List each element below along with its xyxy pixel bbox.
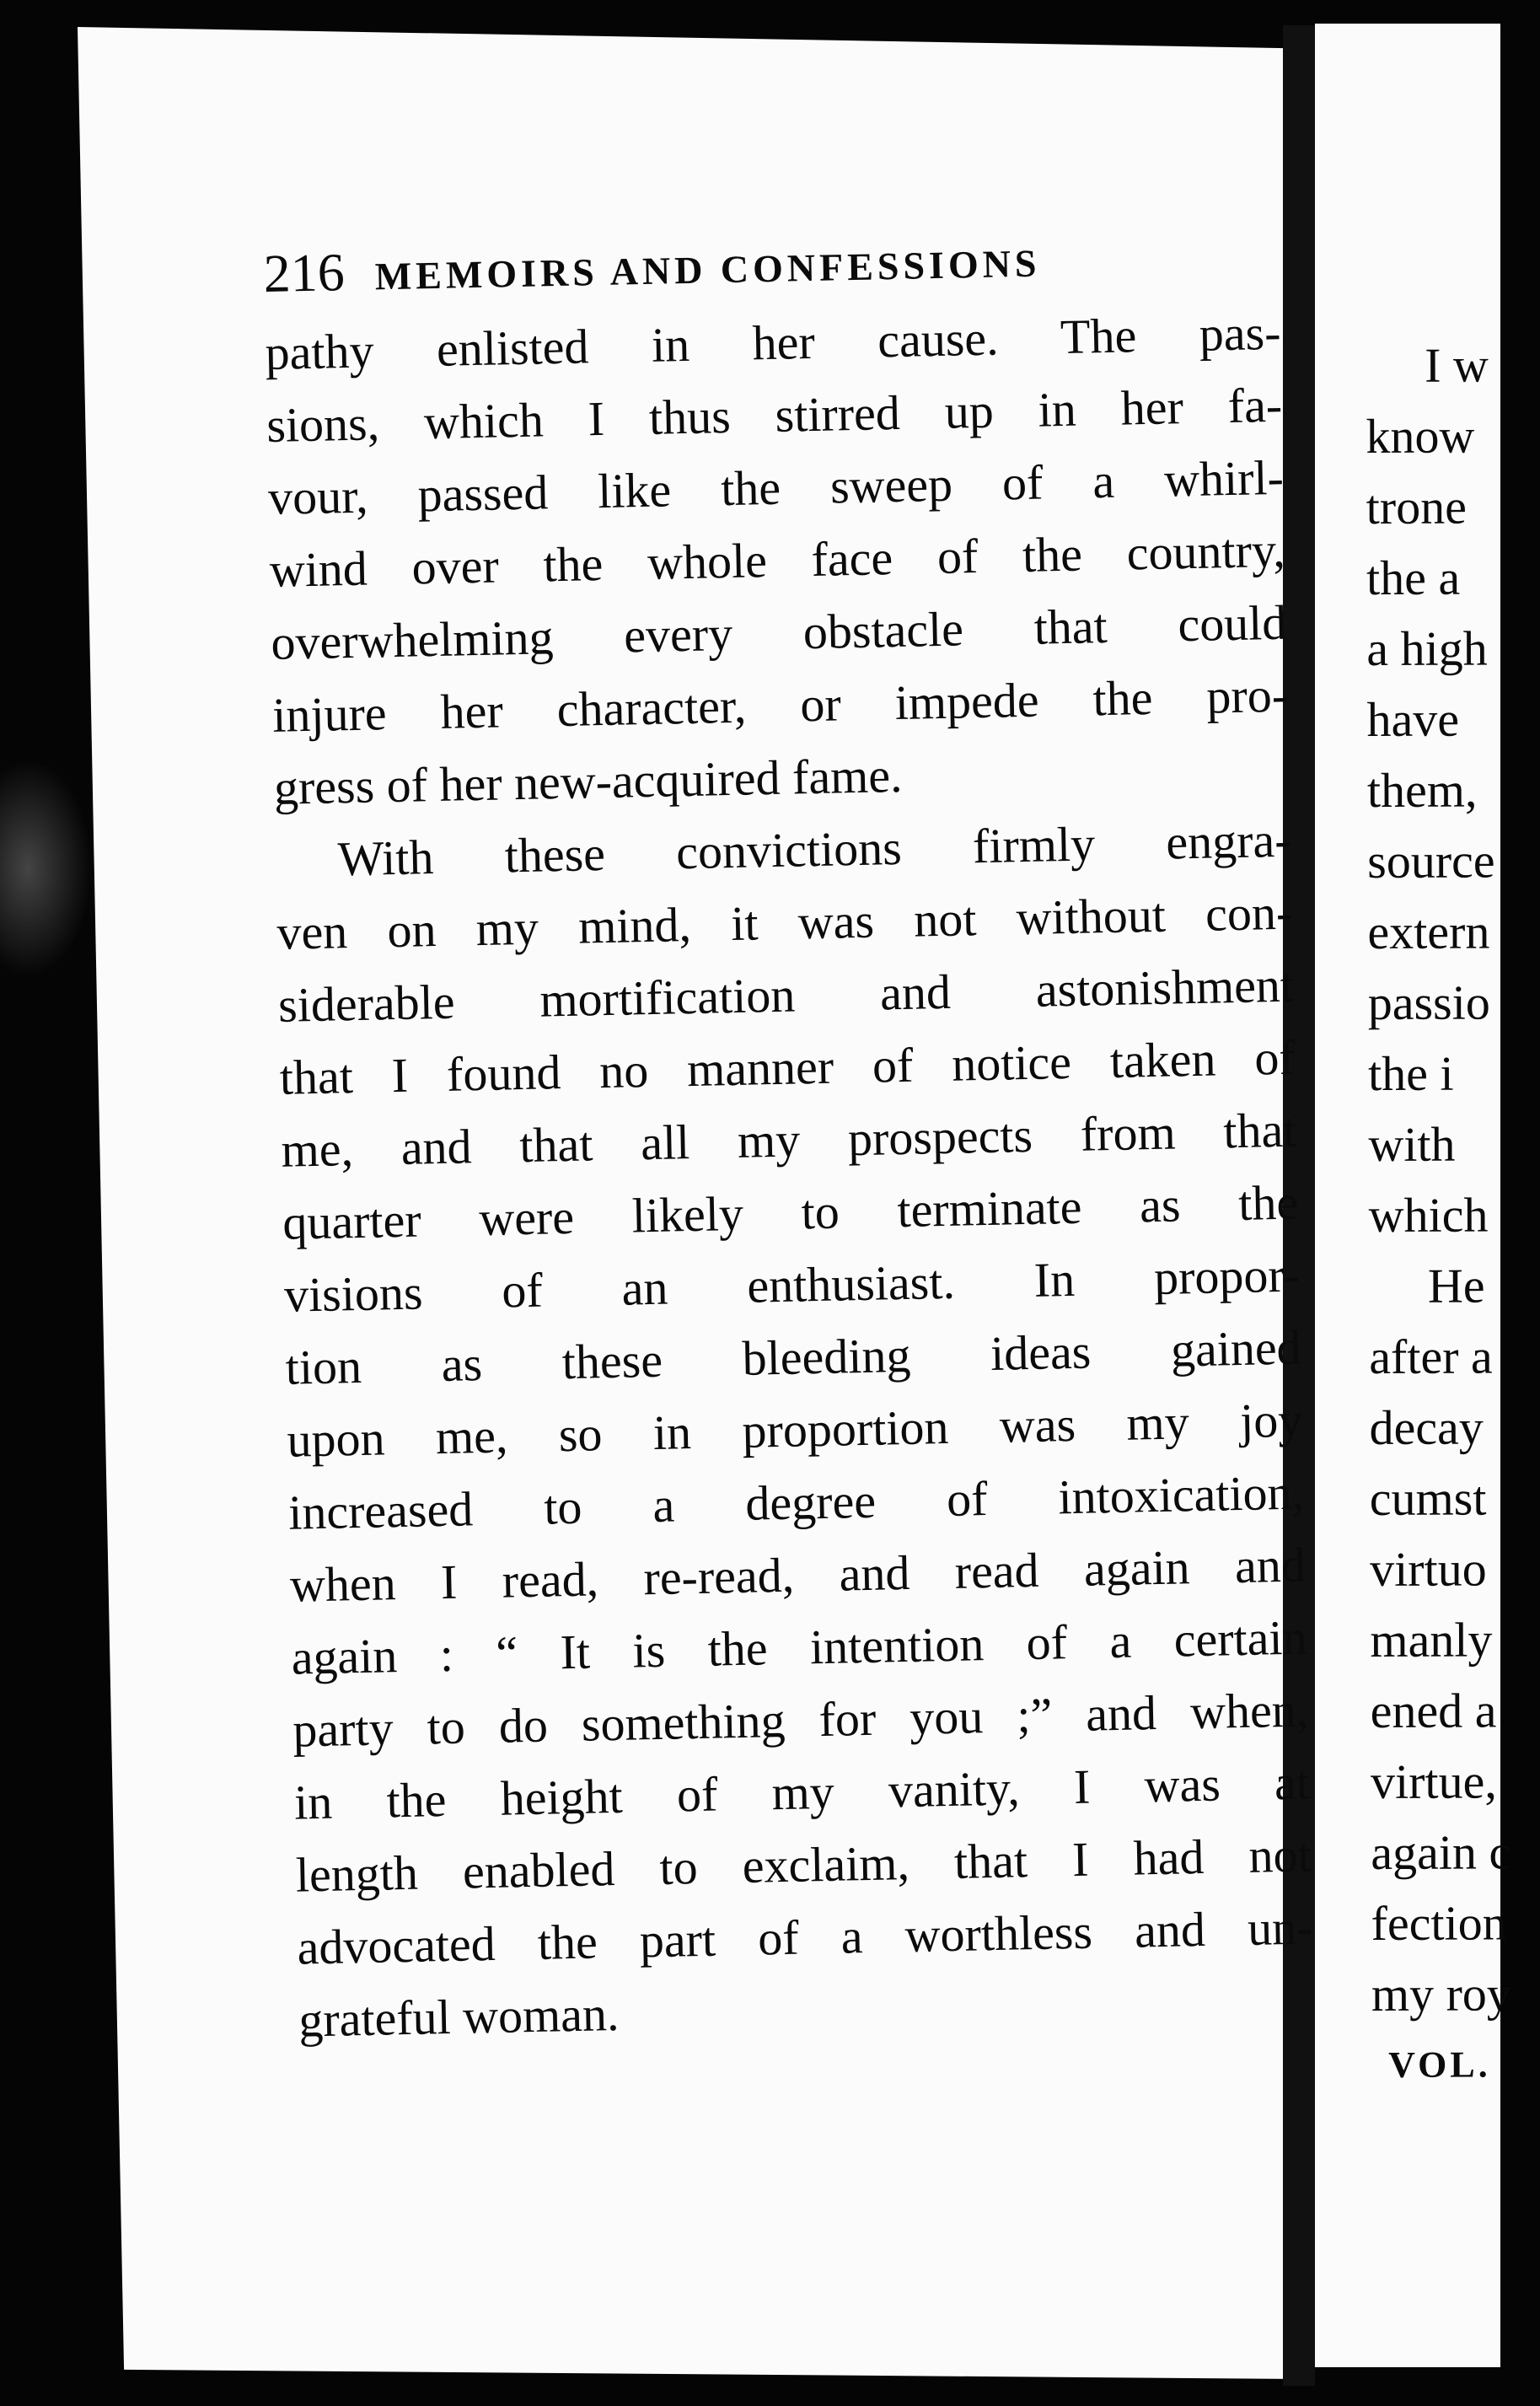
right-text-line: again c	[1371, 1824, 1511, 1880]
right-text-line: decay	[1369, 1399, 1484, 1455]
right-text-line: them,	[1366, 762, 1478, 818]
right-text-line: the a	[1366, 550, 1461, 605]
text-line: that I found no manner of notice taken of	[279, 1029, 1296, 1105]
text-line: wind over the whole face of the country,	[269, 522, 1286, 598]
right-text-line: cumst	[1369, 1470, 1487, 1526]
right-text-line: virtue,	[1370, 1753, 1497, 1809]
right-text-line: my roy	[1371, 1966, 1511, 2022]
right-text-line: I w	[1425, 337, 1489, 393]
text-line: visions of an enthusiast. In propor-	[283, 1247, 1301, 1323]
text-line: pathy enlisted in her cause. The pas-	[264, 304, 1282, 380]
right-text-line: He	[1427, 1258, 1485, 1313]
text-line: ven on my mind, it was not without con-	[276, 884, 1293, 960]
page-number: 216	[263, 242, 346, 303]
right-text-line: manly	[1370, 1612, 1493, 1668]
text-line: in the height of my vanity, I was at	[293, 1754, 1311, 1830]
right-text-line: trone	[1366, 479, 1468, 534]
text-line: party to do something for you ;” and when,	[292, 1682, 1309, 1758]
text-line: me, and that all my prospects from that	[280, 1102, 1298, 1178]
right-text-line: after a	[1369, 1329, 1493, 1384]
text-line: advocated the part of a worthless and un-	[296, 1899, 1314, 1975]
text-line: when I read, re-read, and read again and	[289, 1537, 1307, 1613]
text-line: sions, which I thus stirred up in her fa-	[266, 377, 1283, 453]
right-text-line: source	[1367, 833, 1495, 889]
right-text-line: a high	[1366, 620, 1488, 676]
right-text-line: passio	[1367, 975, 1490, 1030]
signature-mark: VOL.	[1388, 2043, 1491, 2086]
left-page-text	[263, 223, 1315, 2057]
text-line: With these convictions firmly engra-	[337, 812, 1292, 887]
text-line: injure her character, or impede the pro-	[271, 667, 1289, 743]
right-text-line: know	[1366, 408, 1475, 464]
text-line: vour, passed like the sweep of a whirl-	[267, 449, 1285, 525]
right-text-line: ened a	[1370, 1683, 1497, 1738]
right-page-lines	[1366, 330, 1540, 2030]
text-line: upon me, so in proportion was my joy	[286, 1392, 1303, 1468]
text-line: tion as these bleeding ideas gained	[285, 1319, 1302, 1395]
text-line: overwhelming every obstacle that could	[270, 594, 1287, 670]
body-text	[265, 297, 1315, 2057]
right-text-line: extern	[1367, 904, 1490, 959]
text-line: increased to a degree of intoxication,	[287, 1464, 1305, 1540]
running-head-title: MEMOIRS AND CONFESSIONS	[374, 241, 1041, 298]
text-line: quarter were likely to terminate as the	[282, 1174, 1299, 1250]
right-page-text	[1366, 330, 1540, 2101]
right-text-line: fection	[1371, 1895, 1507, 1951]
right-text-line: have	[1366, 691, 1460, 747]
right-text-line: which	[1368, 1187, 1489, 1243]
text-line: gress of her new-acquired fame.	[273, 747, 904, 815]
right-text-line: the i	[1367, 1045, 1454, 1101]
text-line: siderable mortification and astonishment	[277, 957, 1295, 1033]
text-line: again : “ It is the intention of a certain	[291, 1609, 1308, 1685]
scan-dust	[0, 759, 93, 978]
right-text-line: virtuo	[1370, 1541, 1487, 1597]
text-line: length enabled to exclaim, that I had not	[295, 1827, 1312, 1903]
right-text-line: with	[1368, 1116, 1456, 1172]
text-line: grateful woman.	[298, 1985, 620, 2048]
